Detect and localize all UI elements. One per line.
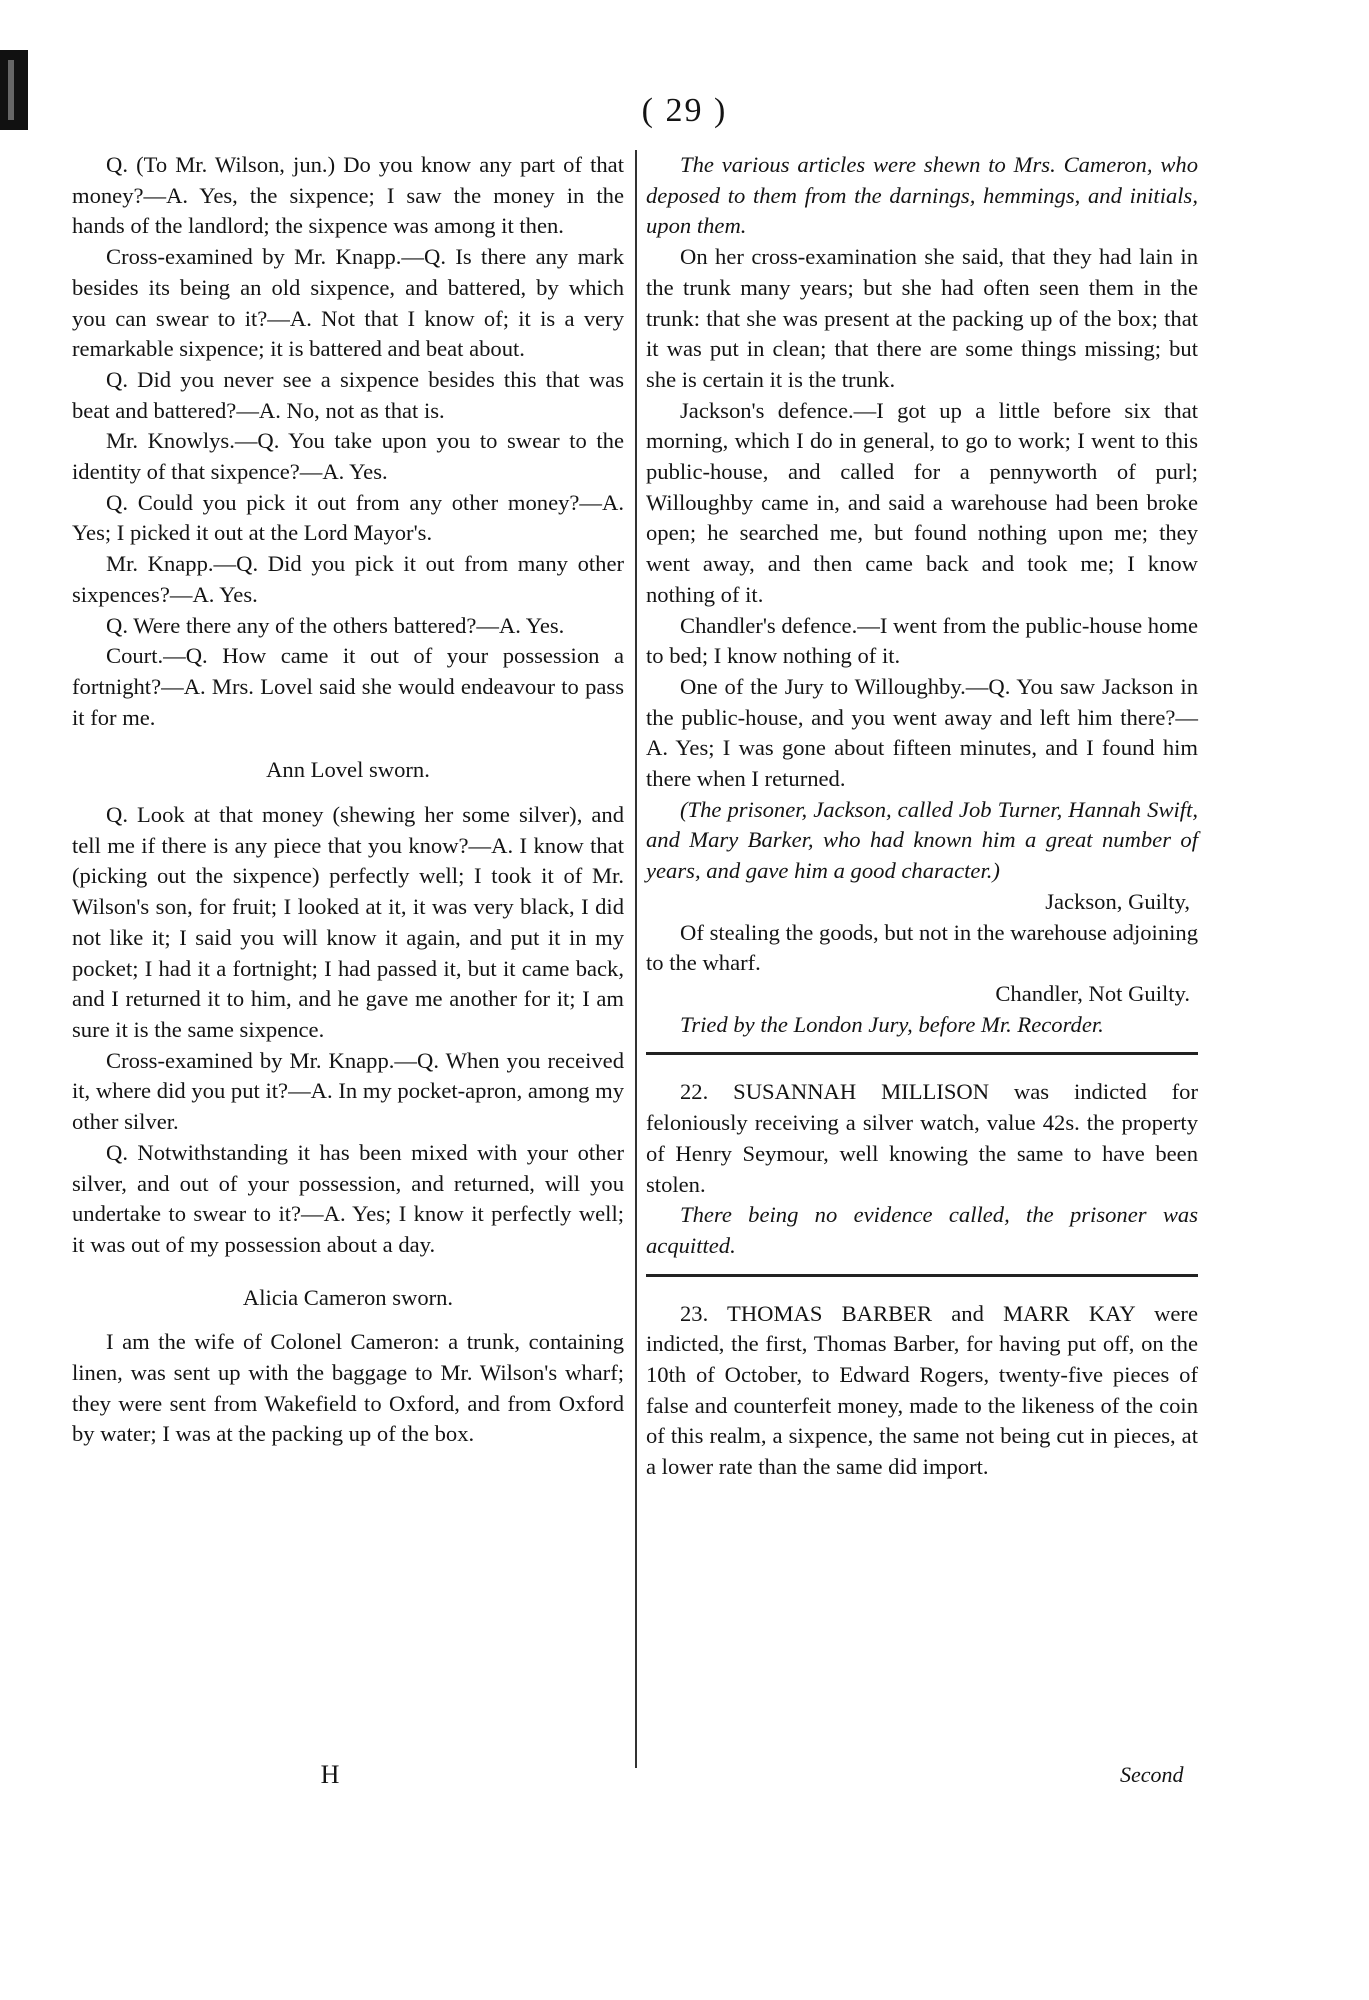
right-column [646,150,1198,1483]
paragraph: One of the Jury to Willoughby.—Q. You saw Jackson in the public-house, and you went away and left him there?—A. Yes; I was gone about fifteen minutes, and I found him there when I returned. [646,673,1198,792]
witness-heading: Ann Lovel sworn. [266,757,430,783]
paragraph: Q. Look at that money (shewing her some silver), and tell me if there is any piece that you know?—A. I know that (picking out the sixpence) perfectly well; I took it of Mr. Wilson's son, for fruit; I looked at it, it was very black, I did not like it; I said you will know it again, and put it in my pocket; I had it a fortnight; I had passed it, but it came back, and I returned it to him, and he gave me another for it; I am sure it is the same sixpence. [72,802,624,1042]
paragraph: Of stealing the goods, but not in the warehouse adjoining to the wharf. [646,919,1198,976]
paragraph: Court.—Q. How came it out of your possession a fortnight?—A. Mrs. Lovel said she would endeavour to pass it for me. [72,643,624,730]
paragraph: The various articles were shewn to Mrs. Cameron, who deposed to them from the darnings, hemmings, and initials, upon them. [646,152,1198,239]
paragraph: Mr. Knowlys.—Q. You take upon you to swear to the identity of that sixpence?—A. Yes. [72,428,624,485]
signature-mark: H [320,1760,340,1789]
witness-heading: Alicia Cameron sworn. [242,1284,454,1310]
paragraph: I am the wife of Colonel Cameron: a trunk, containing linen, was sent up with the baggage to Mr. Wilson's wharf; they were sent from Wakefield to Oxford, and from Oxford by water; I was at the packing up of the box. [72,1329,624,1447]
paragraph: Q. Could you pick it out from any other money?—A. Yes; I picked it out at the Lord Mayor's. [72,489,624,546]
paragraph: Chandler's defence.—I went from the public-house home to bed; I know nothing of it. [646,612,1198,669]
paragraph: 23. THOMAS BARBER and MARR KAY were indicted, the first, Thomas Barber, for having put off, on the 10th of October, to Edward Rogers, twenty-five pieces of false and counterfeit money, made to the likeness of the coin of this realm, a sixpence, the same not being cut in pieces, at a lower rate than the same did import. [646,1300,1198,1480]
paragraph: Cross-examined by Mr. Knapp.—Q. When you received it, where did you put it?—A. In my pocket-apron, among my other silver. [72,1047,624,1135]
paragraph: Q. Notwithstanding it has been mixed with your other silver, and out of your possession, and returned, will you undertake to swear to it?—A. Yes; I know it perfectly well; it was out of my possession about a day. [72,1139,624,1257]
verdict-line: Chandler, Not Guilty. [995,980,1190,1006]
left-column [72,150,624,1450]
paragraph: Mr. Knapp.—Q. Did you pick it out from many other sixpences?—A. Yes. [72,551,624,607]
paragraph: Q. Did you never see a sixpence besides this that was beat and battered?—A. No, not as that is. [72,366,624,423]
catchword: Second [1120,1762,1184,1787]
paragraph: Q. Were there any of the others battered?—A. Yes. [106,612,565,638]
column-divider [635,150,637,1768]
page-number: ( 29 ) [641,92,728,129]
section-rule [646,1274,1198,1277]
verdict-line: Jackson, Guilty, [1045,888,1190,914]
paragraph: Jackson's defence.—I got up a little before six that morning, which I do in general, to go to work; I went to this public-house, and called for a pennyworth of purl; Willoughby came in, and said a warehouse had been broke open; he searched me, but found nothing upon me; they went away, and then came back and took me; I know nothing of it. [646,397,1198,607]
section-rule [646,1052,1198,1055]
paragraph: 22. SUSANNAH MILLISON was indicted for feloniously receiving a silver watch, value 42s. the property of Henry Seymour, well knowing the same to have been stolen. [646,1079,1198,1197]
paragraph: Q. (To Mr. Wilson, jun.) Do you know any part of that money?—A. Yes, the sixpence; I saw the money in the hands of the landlord; the sixpence was among it then. [72,152,624,239]
paragraph: Cross-examined by Mr. Knapp.—Q. Is there any mark besides its being an old sixpence, and battered, by which you can swear to it?—A. Not that I know of; it is a very remarkable sixpence; it is battered and beat about. [72,244,624,362]
paragraph: On her cross-examination she said, that they had lain in the trunk many years; but she had often seen them in the trunk: that she was present at the packing up of the box; that it was put in clean; that there are some things missing; but she is certain it is the trunk. [646,244,1198,392]
paragraph: There being no evidence called, the prisoner was acquitted. [646,1202,1198,1258]
paragraph: (The prisoner, Jackson, called Job Turner, Hannah Swift, and Mary Barker, who had known him a great number of years, and gave him a good character.) [646,796,1198,884]
paragraph: Tried by the London Jury, before Mr. Recorder. [680,1011,1104,1037]
